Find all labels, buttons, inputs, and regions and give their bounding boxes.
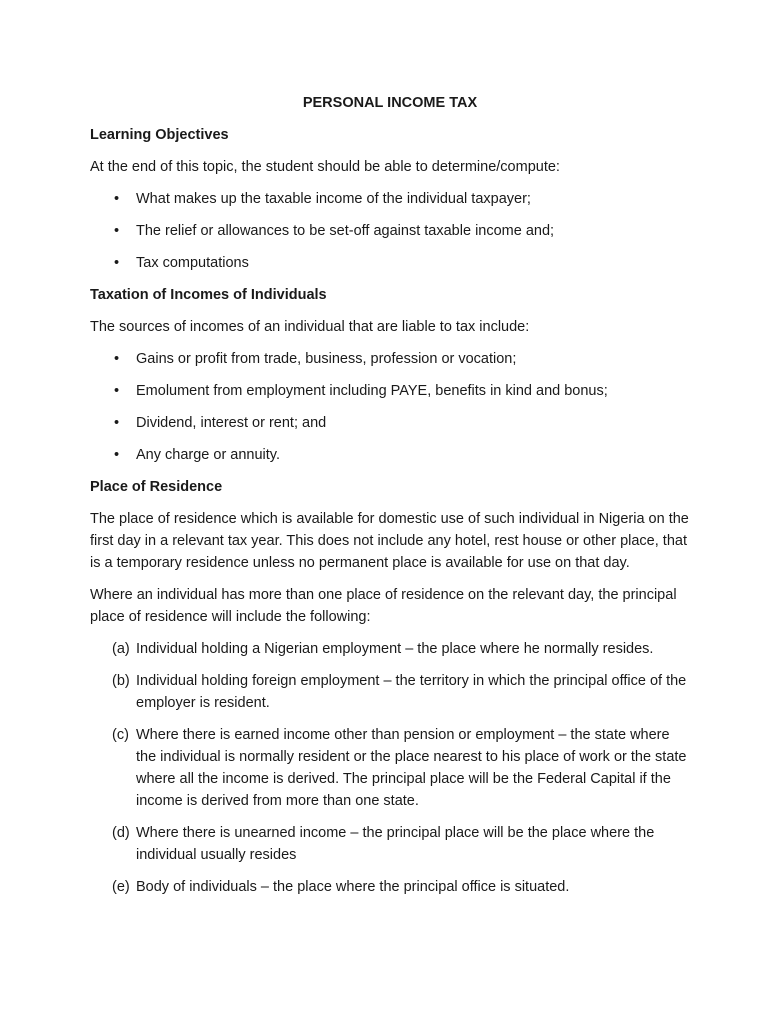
bullet-icon: • [114, 223, 120, 239]
list-marker: (a) [112, 641, 130, 657]
list-item-text: Individual holding a Nigerian employment – the place where he normally resides. [136, 641, 654, 657]
list-item [90, 876, 690, 898]
list-marker: (e) [112, 879, 130, 895]
residence-rules-list [90, 638, 690, 898]
bullet-icon: • [114, 191, 120, 207]
list-item-text: Body of individuals – the place where the principal office is situated. [136, 879, 570, 895]
list-item-text: What makes up the taxable income of the individual taxpayer; [136, 191, 531, 207]
objectives-intro: At the end of this topic, the student should be able to determine/compute: [90, 159, 560, 175]
list-item [90, 724, 690, 812]
document-title: PERSONAL INCOME TAX [302, 95, 478, 111]
heading-place-of-residence: Place of Residence [90, 479, 223, 495]
list-item [90, 412, 690, 434]
heading-taxation-of-incomes: Taxation of Incomes of Individuals [90, 287, 327, 303]
objectives-list [90, 188, 690, 274]
list-item [90, 252, 690, 274]
list-item-text: Where there is earned income other than pension or employment – the state where the individual is normally resident or the place nearest to his place of work or the state where all the income is derived. The principal place will be the Federal Capital if the income is derived from more than one state. [136, 727, 687, 809]
list-item [90, 822, 690, 866]
bullet-icon: • [114, 255, 120, 271]
list-item [90, 188, 690, 210]
list-item-text: Gains or profit from trade, business, profession or vocation; [136, 351, 517, 367]
list-item [90, 670, 690, 714]
residence-paragraph-2: Where an individual has more than one place of residence on the relevant day, the principal place of residence will include the following: [90, 587, 677, 625]
list-item [90, 444, 690, 466]
list-item-text: Any charge or annuity. [136, 447, 281, 463]
income-sources-list [90, 348, 690, 466]
bullet-icon: • [114, 383, 120, 399]
bullet-icon: • [114, 415, 120, 431]
list-item-text: The relief or allowances to be set-off against taxable income and; [136, 223, 555, 239]
list-item [90, 348, 690, 370]
list-marker: (d) [112, 825, 130, 841]
taxation-intro: The sources of incomes of an individual that are liable to tax include: [90, 319, 530, 335]
list-item-text: Individual holding foreign employment – the territory in which the principal office of the employer is resident. [136, 673, 687, 711]
bullet-icon: • [114, 351, 120, 367]
residence-paragraph-1: The place of residence which is available for domestic use of such individual in Nigeria on the first day in a relevant tax year. This does not include any hotel, rest house or other place, that is a temporary residence unless no permanent place is available for use on that day. [90, 511, 689, 571]
list-item-text: Where there is unearned income – the principal place will be the place where the individual usually resides [136, 825, 655, 863]
heading-learning-objectives: Learning Objectives [90, 127, 229, 143]
list-item-text: Tax computations [136, 255, 249, 271]
list-item [90, 220, 690, 242]
list-item [90, 638, 690, 660]
list-marker: (b) [112, 673, 130, 689]
bullet-icon: • [114, 447, 120, 463]
list-item-text: Dividend, interest or rent; and [136, 415, 327, 431]
list-item-text: Emolument from employment including PAYE, benefits in kind and bonus; [136, 383, 608, 399]
list-item [90, 380, 690, 402]
list-marker: (c) [112, 727, 129, 743]
